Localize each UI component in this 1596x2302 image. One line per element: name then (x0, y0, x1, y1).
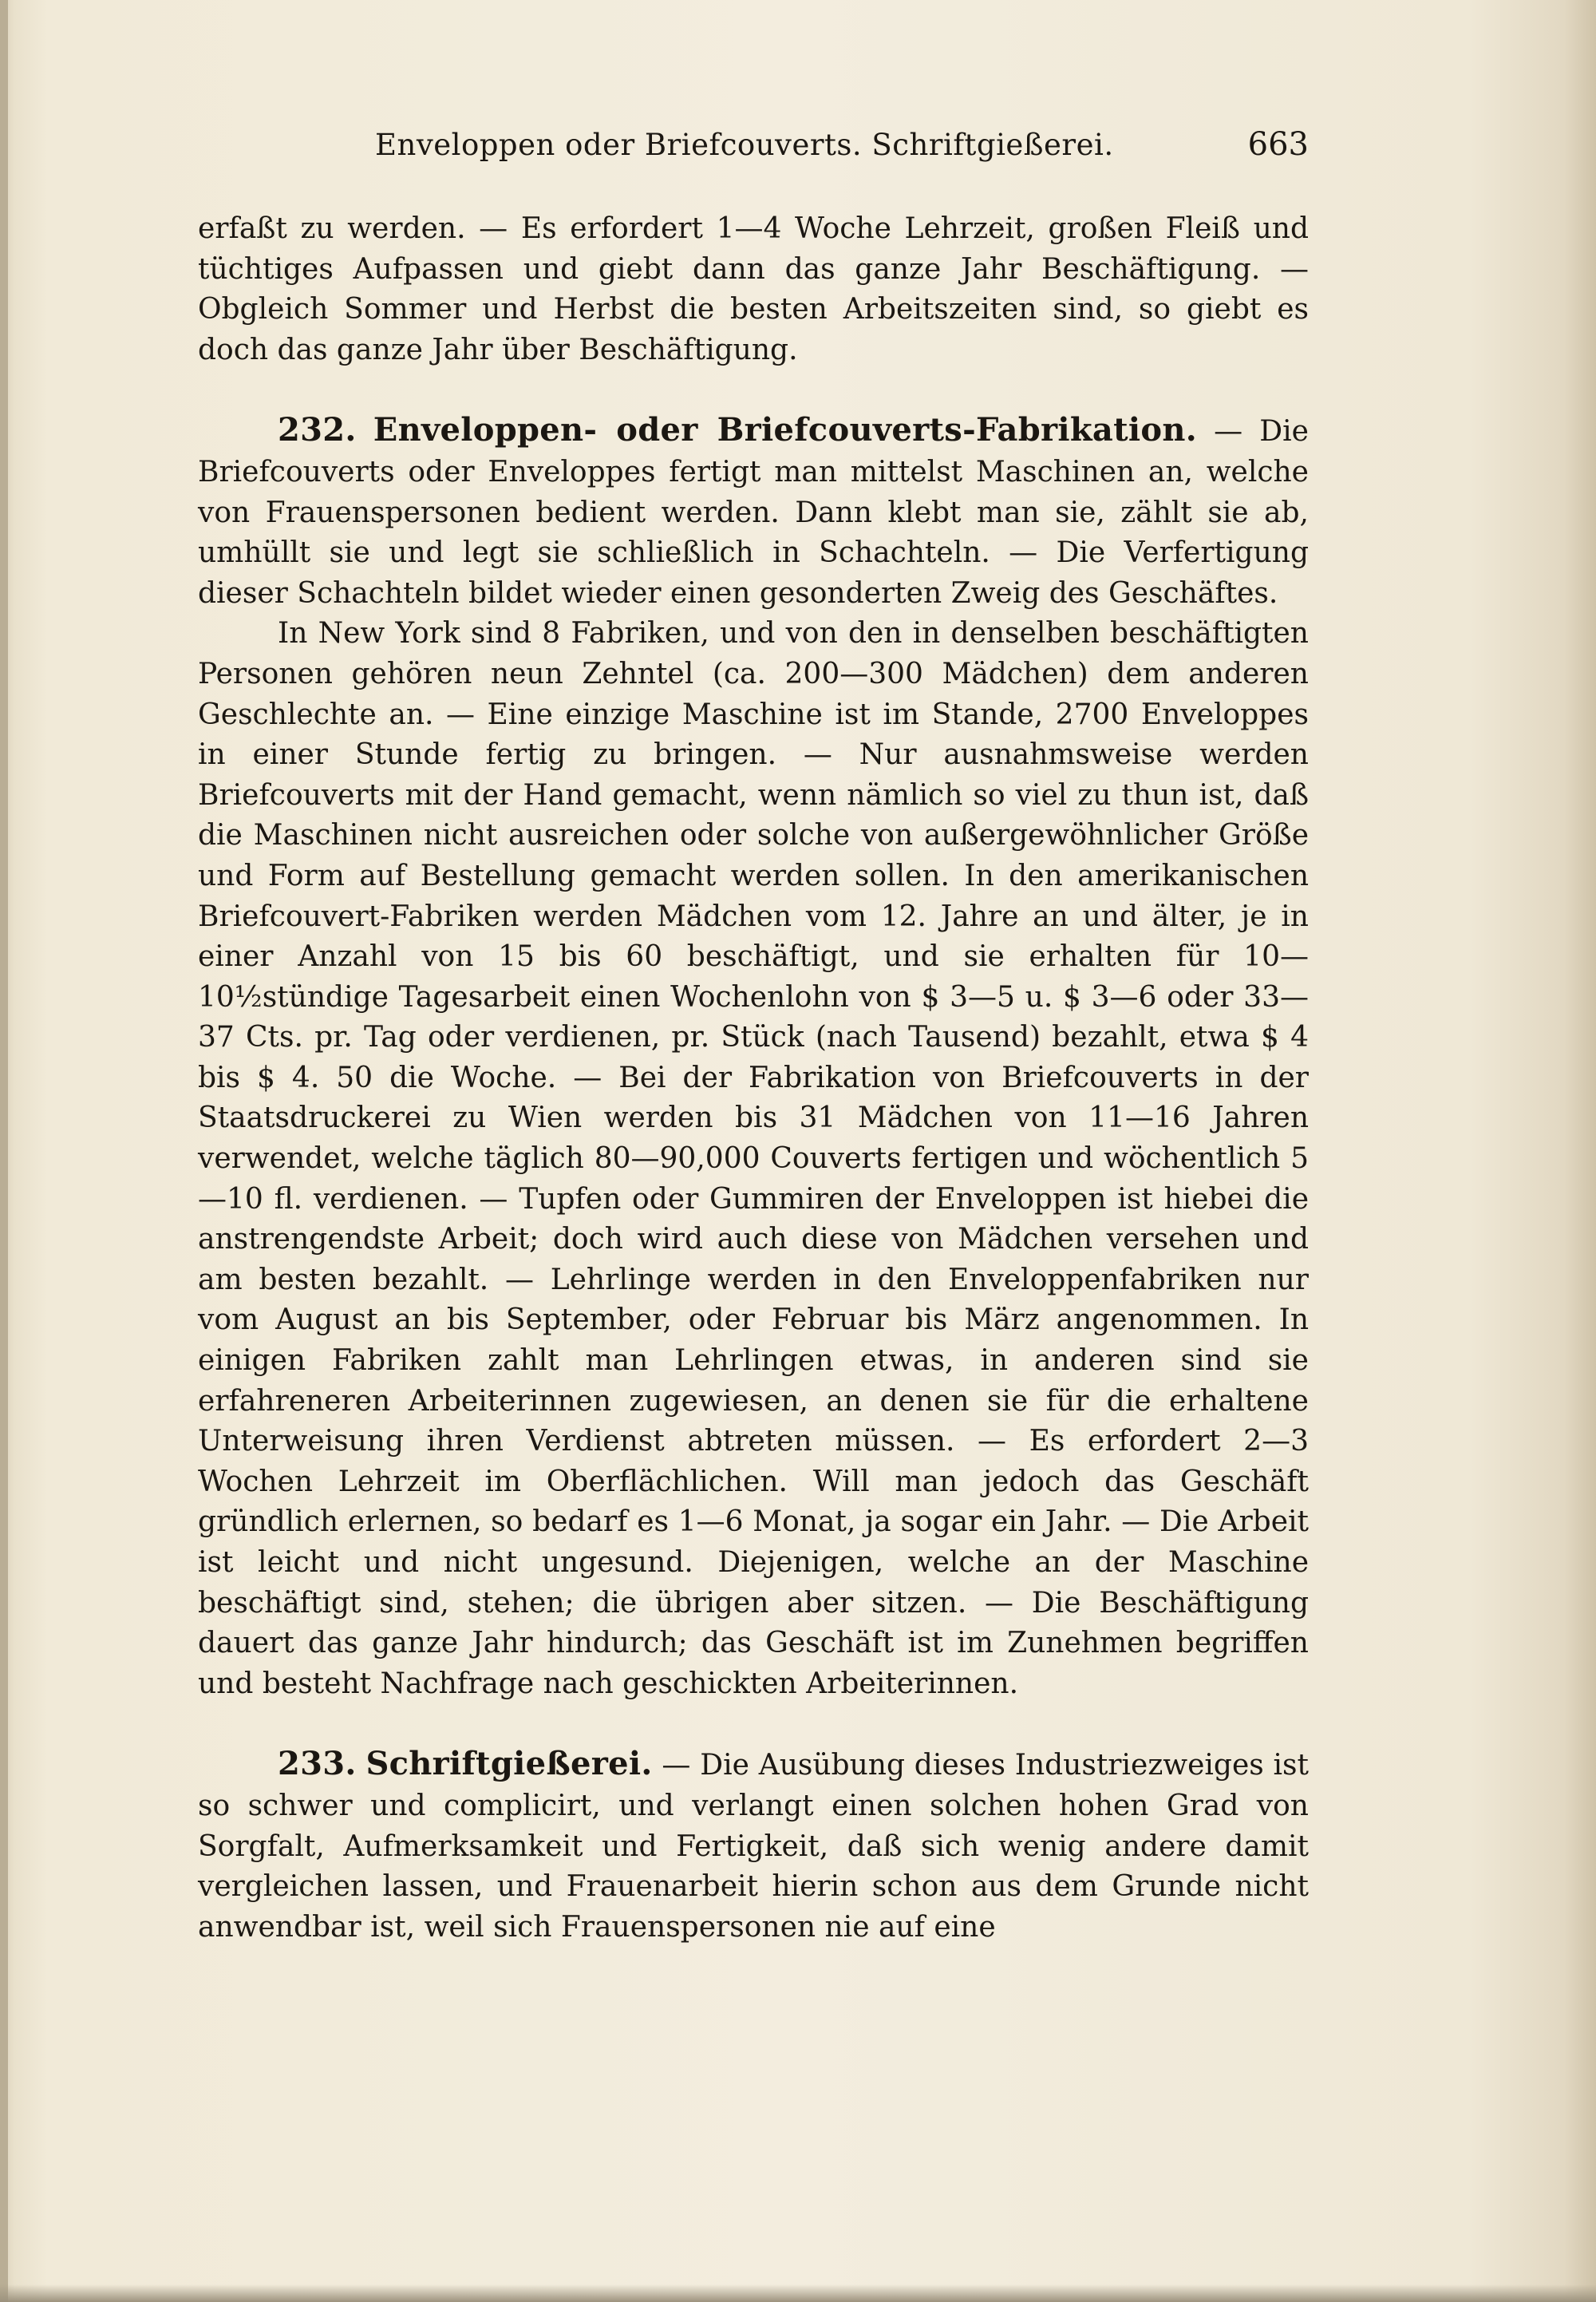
section-number: 233. (278, 1745, 357, 1783)
section-number: 232. (278, 411, 357, 449)
section-heading: Schriftgießerei. (365, 1745, 653, 1783)
page-binding-edge (0, 0, 8, 2302)
section-text: — Die Briefcouverts oder Enveloppes fertigt man mittelst Maschinen an, welche von Frauenspersonen bedient werden. Dann klebt man sie, zählt sie ab, umhüllt sie und legt sie schließlich in Schachteln. — Die Verfertigung dieser Schachteln bildet wieder einen gesonderten Zweig des Geschäftes. (198, 415, 1309, 610)
running-head-title: Enveloppen oder Briefcouverts. Schriftgießerei. (375, 128, 1114, 162)
section-heading: Enveloppen- oder Briefcouverts-Fabrikation. (373, 411, 1197, 449)
page-number: 663 (1247, 126, 1309, 163)
page-bottom-edge (0, 2284, 1596, 2302)
paragraph-continuation: erfaßt zu werden. — Es erfordert 1—4 Woche Lehrzeit, großen Fleiß und tüchtiges Aufpassen und giebt dann das ganze Jahr Beschäftigung. — Obgleich Sommer und Herbst die besten Arbeitszeiten sind, so giebt es doch das ganze Jahr über Beschäftigung. (198, 212, 1309, 366)
section-233 (198, 1744, 1309, 1948)
section-text: — Die Ausübung dieses Industriezweiges ist so schwer und complicirt, und verlangt einen solchen hohen Grad von Sorgfalt, Aufmerksamkeit und Fertigkeit, daß sich wenig andere damit vergleichen lassen, und Frauenarbeit hierin schon aus dem Grunde nicht anwendbar ist, weil sich Frauenspersonen nie auf eine (198, 1749, 1310, 1944)
section-232 (198, 410, 1309, 614)
paragraph-new-york: In New York sind 8 Fabriken, und von den in denselben beschäftigten Personen gehören neun Zehntel (ca. 200—300 Mädchen) dem anderen Geschlechte an. — Eine einzige Maschine ist im Stande, 2700 Enveloppes in einer Stunde fertig zu bringen. — Nur ausnahmsweise werden Briefcouverts mit der Hand gemacht, wenn nämlich so viel zu thun ist, daß die Maschinen nicht ausreichen oder solche von außergewöhnlicher Größe und Form auf Bestellung gemacht werden sollen. In den amerikanischen Briefcouvert-Fabriken werden Mädchen vom 12. Jahre an und älter, je in einer Anzahl von 15 bis 60 beschäftigt, und sie erhalten für 10—10½stündige Tagesarbeit einen Wochenlohn von $ 3—5 u. $ 3—6 oder 33—37 Cts. pr. Tag oder verdienen, pr. Stück (nach Tausend) bezahlt, etwa $ 4 bis $ 4. 50 die Woche. — Bei der Fabrikation von Briefcouverts in der Staatsdruckerei zu Wien werden bis 31 Mädchen von 11—16 Jahren verwendet, welche täglich 80—90,000 Couverts fertigen und wöchentlich 5—10 fl. verdienen. — Tupfen oder Gummiren der Enveloppen ist hiebei die anstrengendste Arbeit; doch wird auch diese von Mädchen versehen und am besten bezahlt. — Lehrlinge werden in den Enveloppenfabriken nur vom August an bis September, oder Februar bis März angenommen. In einigen Fabriken zahlt man Lehrlingen etwas, in anderen sind sie erfahreneren Arbeiterinnen zugewiesen, an denen sie für die erhaltene Unterweisung ihren Verdienst abtreten müssen. — Es erfordert 2—3 Wochen Lehrzeit im Oberflächlichen. Will man jedoch das Geschäft gründlich erlernen, so bedarf es 1—6 Monat, ja sogar ein Jahr. — Die Arbeit ist leicht und nicht ungesund. Diejenigen, welche an der Maschine beschäftigt sind, stehen; die übrigen aber sitzen. — Die Beschäftigung dauert das ganze Jahr hindurch; das Geschäft ist im Zunehmen begriffen und besteht Nachfrage nach geschickten Arbeiterinnen. (198, 617, 1309, 1700)
body-text (198, 209, 1309, 1948)
